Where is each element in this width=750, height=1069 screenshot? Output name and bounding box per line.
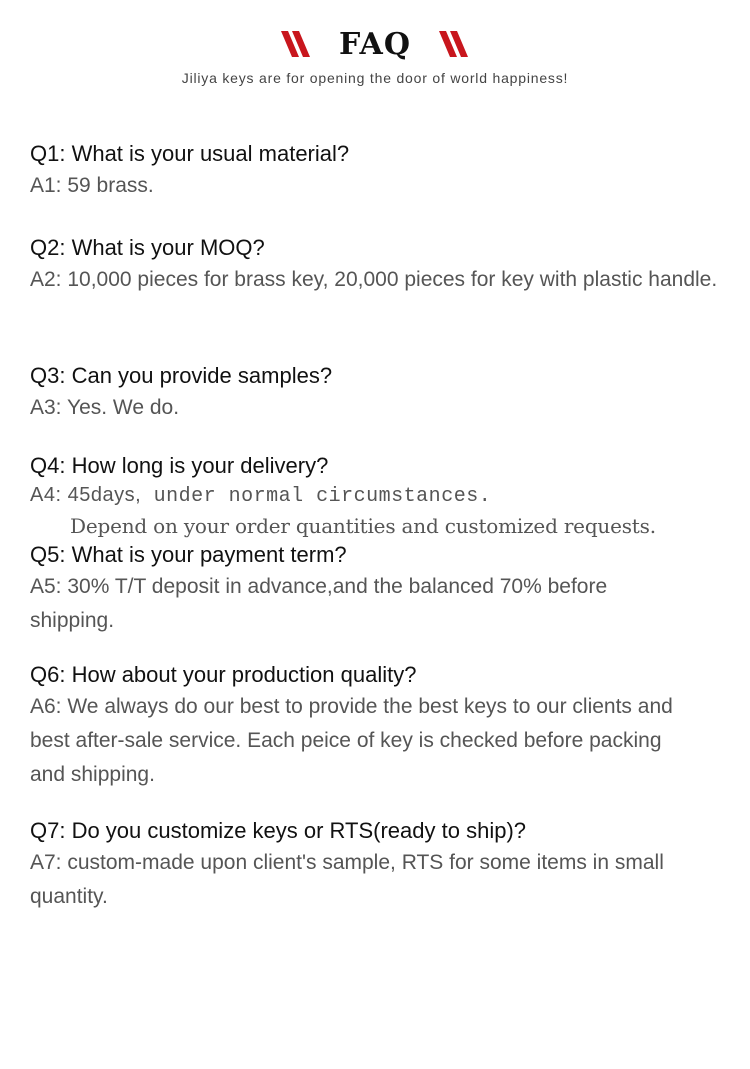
faq-item <box>30 139 730 203</box>
faq-answer <box>30 391 730 425</box>
faq-question: Q5: What is your payment term? <box>30 542 347 567</box>
faq-item <box>30 233 730 297</box>
answer-prefix: A2: <box>30 268 62 291</box>
answer-text: 59 brass. <box>61 174 154 197</box>
answer-prefix: A4: <box>30 484 62 506</box>
answer-prefix: A3: <box>30 396 62 419</box>
answer-prefix: A1: <box>30 174 62 197</box>
faq-question: Q3: Can you provide samples? <box>30 363 333 388</box>
right-slash-icon <box>437 27 471 61</box>
title-row <box>0 22 750 66</box>
answer-line <box>30 481 730 511</box>
answer-text: Yes. We do. <box>61 396 180 419</box>
faq-header <box>0 22 750 92</box>
faq-question: Q2: What is your MOQ? <box>30 235 265 260</box>
faq-question: Q7: Do you customize keys or RTS(ready to ship)? <box>30 818 527 843</box>
faq-question: Q1: What is your usual material? <box>30 141 350 166</box>
answer-text: custom-made upon client's sample, RTS for some items in small quantity. <box>30 851 664 908</box>
faq-answer <box>30 263 730 297</box>
answer-text: 10,000 pieces for brass key, 20,000 pieces for key with plastic handle. <box>61 268 718 291</box>
answer-prefix: A7: <box>30 851 62 874</box>
faq-answer <box>30 690 690 792</box>
faq-item <box>30 361 730 425</box>
faq-answer <box>30 846 670 914</box>
answer-text: under normal circumstances. <box>141 485 492 508</box>
answer-text: We always do our best to provide the best keys to our clients and best after-sale service. Each peice of key is checked before packing and shipping. <box>30 695 673 786</box>
faq-item <box>30 660 730 792</box>
left-slash-icon <box>279 27 313 61</box>
faq-question: Q4: How long is your delivery? <box>30 453 329 478</box>
page-title: FAQ <box>339 26 411 62</box>
answer-text: 30% T/T deposit in advance,and the balanced 70% before shipping. <box>30 575 608 632</box>
answer-prefix: A6: <box>30 695 62 718</box>
faq-answer <box>30 570 610 638</box>
answer-text: 45days, <box>61 484 142 506</box>
faq-item <box>30 816 730 914</box>
answer-prefix: A5: <box>30 575 62 598</box>
faq-question: Q6: How about your production quality? <box>30 662 417 687</box>
faq-answer <box>30 481 730 540</box>
faq-item <box>30 540 730 638</box>
page-subtitle: Jiliya keys are for opening the door of world happiness! <box>181 70 569 86</box>
faq-item <box>30 451 730 540</box>
faq-answer <box>30 169 730 203</box>
answer-line: Depend on your order quantities and customized requests. <box>70 514 656 538</box>
